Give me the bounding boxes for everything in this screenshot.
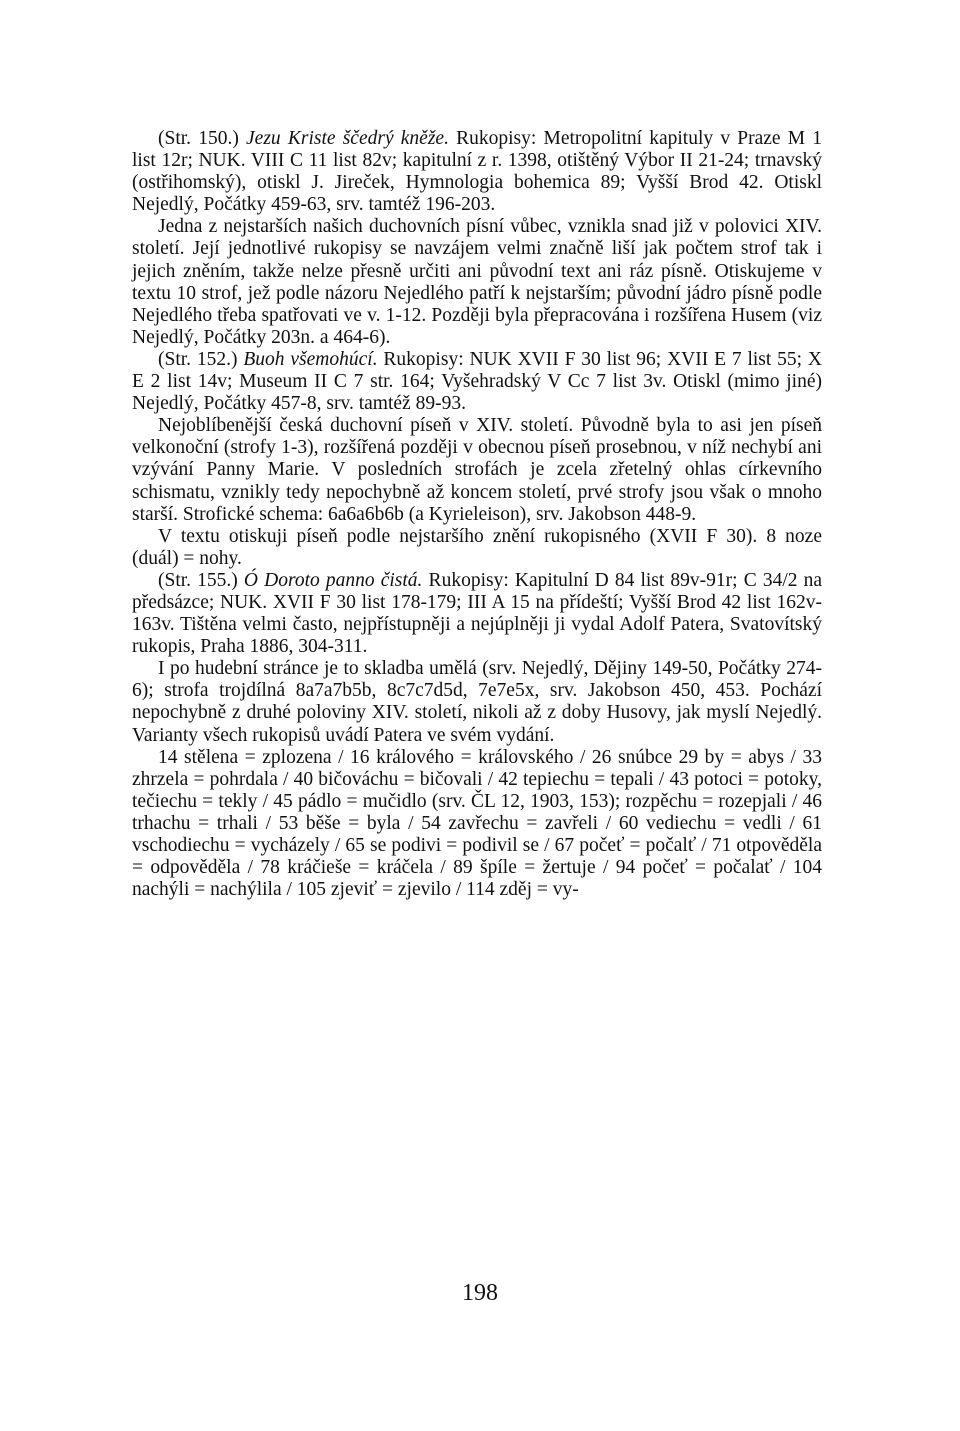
commentary-paragraph: Nejoblíbenější česká duchovní píseň v XIV. století. Původně byla to asi jen píseň velkonoční (strofy 1-3), rozšířená později v obecnou píseň prosebnou, v níž nechybí ani vzývání Panny Marie. V posledních strofách je zcela zřetelný ohlas církevního schismatu, vznikly tedy nepochybně až koncem století, prvé strofy jsou však o mnoho starší. Strofické schema: 6a6a6b6b (a Kyrieleison), srv. Jakobson 448-9. [132, 415, 822, 525]
entry-heading [132, 128, 822, 216]
page-number: 198 [462, 1280, 498, 1306]
entry-jezu-kriste [132, 128, 822, 349]
entry-heading [132, 570, 822, 658]
page-reference: (Str. 155.) [158, 569, 244, 591]
sources-text: Rukopisy: Kapitulní D 84 list 89v-91r; C 34/2 na předsázce; NUK. XVII F 30 list 178-179; III A 15 na přídeští; Vyšší Brod 42 list 162v-163v. Tištěna velmi často, nejpřístupněji a nejúplněji ji vydal Adolf Patera, Svatovítský rukopis, Praha 1886, 304-311. [132, 569, 823, 658]
song-title: Ó Doroto panno čistá. [243, 569, 423, 591]
glossary-paragraph: 14 stělena = zplozena / 16 králového = královského / 26 snúbce 29 by = abys / 33 zhrzela = pohrdala / 40 bičováchu = bičovali / 42 tepiechu = tepali / 43 potoci = potoky, tečiechu = tekly / 45 pádlo = mučidlo (srv. ČL 12, 1903, 153); rozpěchu = rozepjali / 46 trhachu = trhali / 53 běše = byla / 54 zavřechu = zavřeli / 60 vediechu = vedli / 61 vschodiechu = vycházely / 65 se podivi = podivil se / 67 počeť = počalť / 71 otpověděla = odpověděla / 78 kráčieše = kráčela / 89 špíle = žertuje / 94 počeť = počalať / 104 nachýli = nachýlila / 105 zjeviť = zjevilo / 114 zděj = vy- [132, 746, 822, 901]
sources-text: Rukopisy: NUK XVII F 30 list 96; XVII E 7 list 55; X E 2 list 14v; Museum II C 7 str. 164; Vyšehradský V Cc 7 list 3v. Otiskl (mimo jiné) Nejedlý, Počátky 457-8, srv. tamtéž 89-93. [132, 348, 822, 415]
commentary-paragraph: V textu otiskuji píseň podle nejstaršího znění rukopisného (XVII F 30). 8 noze (duál) = nohy. [132, 525, 822, 569]
document-body [132, 128, 822, 901]
entry-doroto-panno [132, 570, 822, 901]
page-reference: (Str. 152.) [158, 348, 244, 370]
commentary-paragraph: I po hudební stránce je to skladba umělá (srv. Nejedlý, Dějiny 149-50, Počátky 274-6); strofa trojdílná 8a7a7b5b, 8c7c7d5d, 7e7e5x, srv. Jakobson 450, 453. Pochází nepochybně z druhé poloviny XIV. století, nikoli až z doby Husovy, jak myslí Nejedlý. Varianty všech rukopisů uvádí Patera ve svém vydání. [132, 658, 822, 746]
commentary-paragraph: Jedna z nejstarších našich duchovních písní vůbec, vznikla snad již v polovici XIV. století. Její jednotlivé rukopisy se navzájem velmi značně liší jak počtem strof tak i jejich zněním, takže nelze přesně určiti ani původní text ani ráz písně. Otiskujeme v textu 10 strof, jež podle názoru Nejedlého patří k nejstarším; původní jádro písně podle Nejedlého třeba spatřovati ve v. 1-12. Později byla přepracována i rozšířena Husem (viz Nejedlý, Počátky 203n. a 464-6). [132, 216, 822, 348]
sources-text: Rukopisy: Metropolitní kapituly v Praze M 1 list 12r; NUK. VIII C 11 list 82v; kapitulní z r. 1398, otištěný Výbor II 21-24; trnavský (ostřihomský), otiskl J. Jireček, Hymnologia bohemica 89; Vyšší Brod 42. Otiskl Nejedlý, Počátky 459-63, srv. tamtéž 196-203. [132, 128, 822, 216]
entry-buoh-vsemohuci [132, 349, 822, 570]
song-title: Buoh všemohúcí. [243, 348, 378, 370]
entry-heading [132, 349, 822, 415]
song-title: Jezu Kriste ščedrý kněže. [246, 128, 449, 149]
page-reference: (Str. 150.) [158, 128, 247, 149]
